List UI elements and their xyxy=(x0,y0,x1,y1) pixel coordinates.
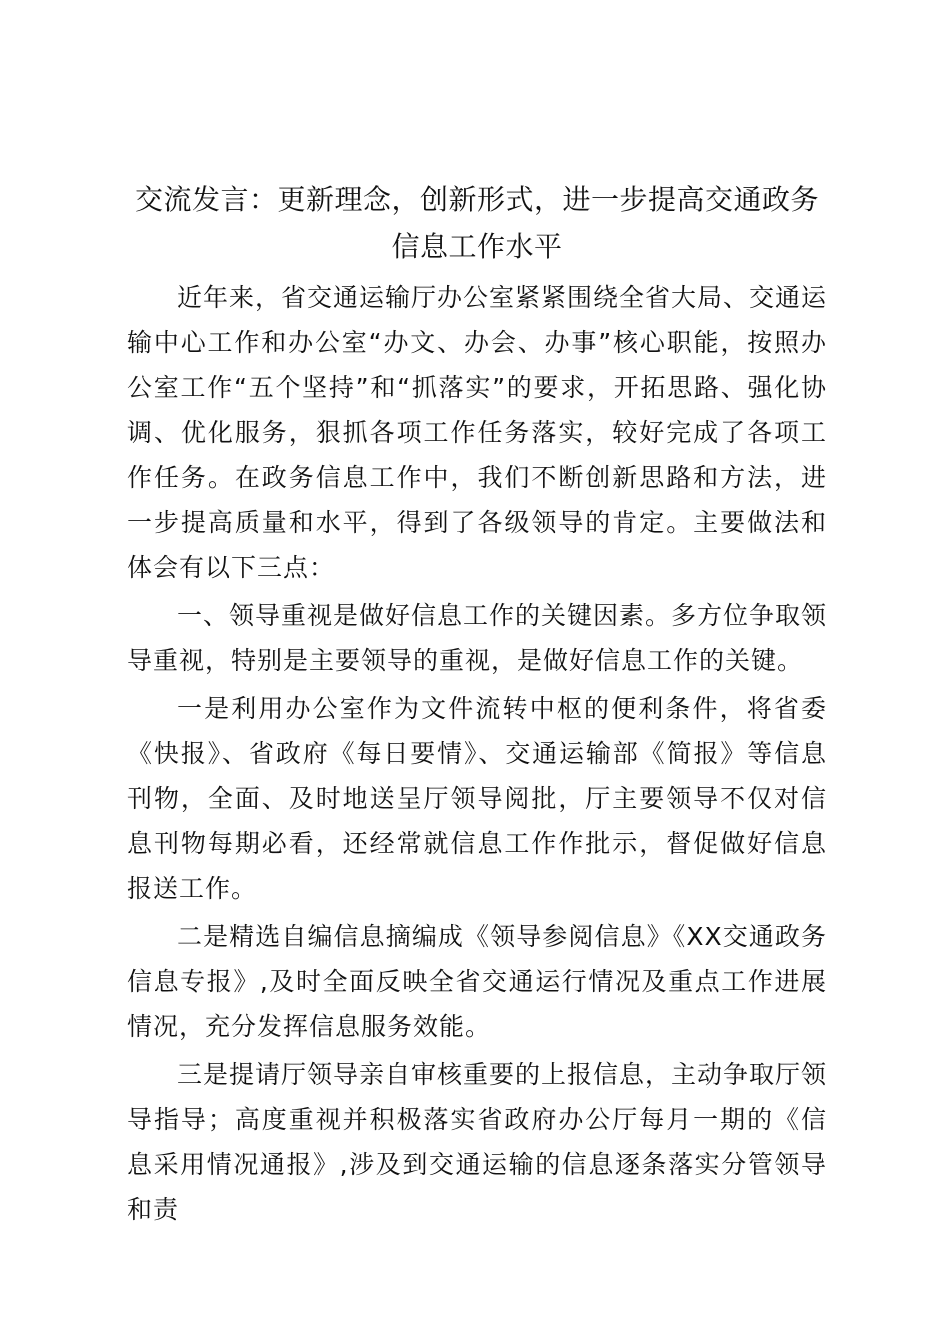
document-body xyxy=(127,176,827,1232)
document-title: 交流发言：更新理念，创新形式，进一步提高交通政务信息工作水平 xyxy=(134,183,819,263)
paragraph-intro: 近年来，省交通运输厅办公室紧紧围绕全省大局、交通运输中心工作和办公室“办文、办会、办事”核心职能，按照办公室工作“五个坚持”和“抓落实”的要求，开拓思路、强化协调、优化服务，狠抓各项工作任务落实，较好完成了各项工作任务。在政务信息工作中，我们不断创新思路和方法，进一步提高质量和水平，得到了各级领导的肯定。主要做法和体会有以下三点： xyxy=(127,283,828,582)
paragraph-sub-two: 二是精选自编信息摘编成《领导参阅信息》《XX交通政务信息专报》,及时全面反映全省交通运行情况及重点工作进展情况，充分发挥信息服务效能。 xyxy=(127,922,827,1041)
paragraph-sub-one: 一是利用办公室作为文件流转中枢的便利条件，将省委《快报》、省政府《每日要情》、交通运输部《简报》等信息刊物，全面、及时地送呈厅领导阅批，厅主要领导不仅对信息刊物每期必看，还经常就信息工作作批示，督促做好信息报送工作。 xyxy=(127,694,827,903)
paragraph-point-one: 一、领导重视是做好信息工作的关键因素。多方位争取领导重视，特别是主要领导的重视，是做好信息工作的关键。 xyxy=(127,601,828,675)
paragraph-sub-three: 三是提请厅领导亲自审核重要的上报信息，主动争取厅领导指导；高度重视并积极落实省政府办公厅每月一期的《信息采用情况通报》,涉及到交通运输的信息逐条落实分管领导和责 xyxy=(127,1060,828,1224)
